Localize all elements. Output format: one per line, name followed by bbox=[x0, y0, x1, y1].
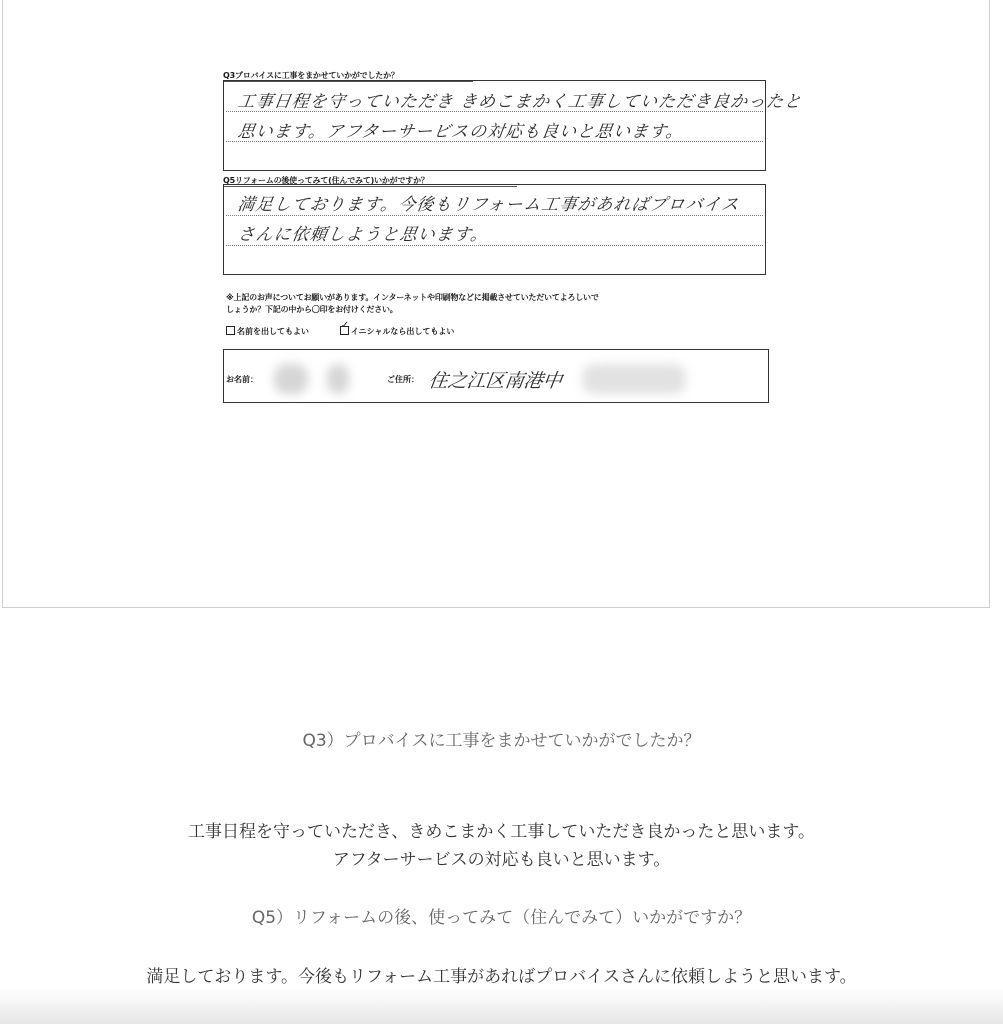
scan-address-handwriting: 住之江区南港中 bbox=[427, 370, 564, 392]
dotted-rule bbox=[226, 215, 763, 216]
dotted-rule bbox=[226, 245, 763, 246]
scan-option-name bbox=[226, 326, 309, 337]
scan-q3-answer-box bbox=[223, 80, 804, 171]
q5-question: Q5）リフォームの後、使ってみて（住んでみて）いかがですか？ bbox=[251, 908, 752, 928]
redacted-name-blur bbox=[274, 364, 308, 394]
checked-checkbox-icon bbox=[340, 320, 350, 335]
scan-name-label: お名前： bbox=[226, 375, 258, 384]
q3-question: Q3）プロバイスに工事をまかせていかがでしたか？ bbox=[302, 731, 701, 751]
scan-q5-handwriting-line1: 満足しております。今後もリフォーム工事があればプロバイス bbox=[236, 195, 741, 215]
scan-option-initial bbox=[340, 320, 455, 337]
q5-answer: 満足しております。今後もリフォーム工事があればプロバイスさんに依頼しようと思います。 bbox=[146, 967, 857, 987]
scan-option-name-label: 名前を出してもよい bbox=[237, 327, 309, 336]
scan-address-label: ご住所： bbox=[387, 375, 419, 384]
checkmark-icon: ✓ bbox=[340, 320, 350, 331]
q3-answer-line1: 工事日程を守っていただき、きめこまかく工事していただき良かったと思います。 bbox=[188, 822, 815, 842]
checkbox-icon bbox=[226, 326, 235, 335]
scan-q5-answer-box bbox=[223, 184, 766, 275]
scan-consent-options bbox=[226, 320, 482, 337]
scan-q3-heading: Q3プロバイスに工事をまかせていかがでしたか？ bbox=[223, 70, 473, 82]
redacted-name-blur bbox=[327, 364, 349, 394]
scan-q3-handwriting-line1: 工事日程を守っていただき きめこまかく工事していただき良かったと bbox=[236, 92, 804, 112]
q3-answer-line2: アフターサービスの対応も良いと思います。 bbox=[332, 850, 671, 870]
bottom-fade bbox=[0, 988, 1003, 1024]
scan-q3-handwriting-line2: 思います。アフターサービスの対応も良いと思います。 bbox=[236, 122, 686, 142]
redacted-address-blur bbox=[582, 364, 686, 394]
scan-name-address-box bbox=[223, 349, 769, 403]
scan-q5-handwriting-line2: さんに依頼しようと思います。 bbox=[236, 225, 490, 245]
scan-notice-line1: ※上記のお声についてお願いがあります。インターネットや印刷物などに掲載させていただいてよろしいで bbox=[226, 293, 599, 302]
scan-option-initial-label: イニシャルなら出してもよい bbox=[350, 327, 455, 336]
scan-notice-line2: しょうか？下記の中から〇印をお付けください。 bbox=[226, 305, 398, 314]
scan-q5-heading: Q5リフォームの後使ってみて(住んでみて)いかがですか？ bbox=[223, 175, 517, 187]
survey-scan-image bbox=[223, 70, 804, 406]
